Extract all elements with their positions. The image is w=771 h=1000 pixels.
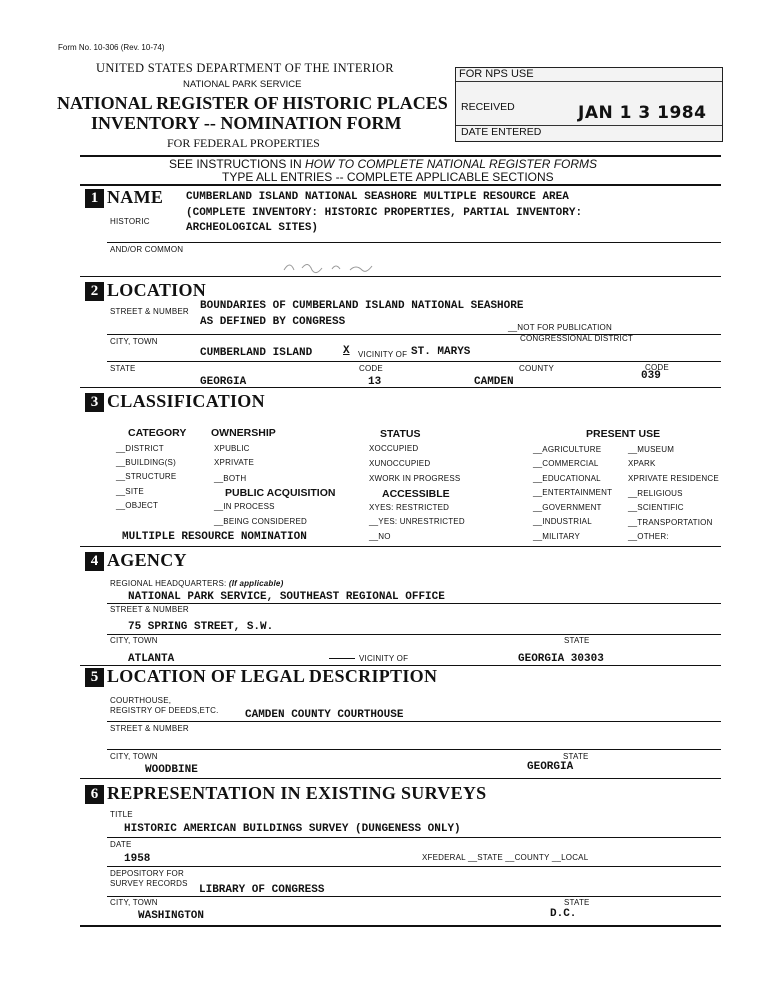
city-value: CUMBERLAND ISLAND xyxy=(200,347,313,359)
accessible-restricted: XYES: RESTRICTED xyxy=(369,503,450,512)
not-for-publication: __NOT FOR PUBLICATION xyxy=(508,323,612,332)
instructions-line1 xyxy=(169,157,597,171)
nps-use-label: FOR NPS USE xyxy=(459,68,534,80)
federal-properties-label: FOR FEDERAL PROPERTIES xyxy=(167,136,320,150)
county-code-label: CODE xyxy=(645,363,669,372)
legal-city-label: CITY, TOWN xyxy=(110,752,158,761)
street-line2: AS DEFINED BY CONGRESS xyxy=(200,316,346,328)
use-industrial: __INDUSTRIAL xyxy=(533,517,592,526)
instructions-title: HOW TO COMPLETE NATIONAL REGISTER FORMS xyxy=(305,157,598,171)
street-line1: BOUNDARIES OF CUMBERLAND ISLAND NATIONAL SEASHORE xyxy=(200,300,524,312)
category-structure: __STRUCTURE xyxy=(116,472,177,481)
acquisition-in-process: __IN PROCESS xyxy=(214,502,275,511)
category-district: __DISTRICT xyxy=(116,444,164,453)
agency-city-value: ATLANTA xyxy=(128,653,175,665)
regional-hq-value: NATIONAL PARK SERVICE, SOUTHEAST REGIONAL OFFICE xyxy=(128,591,445,603)
instructions-line2: TYPE ALL ENTRIES -- COMPLETE APPLICABLE SECTIONS xyxy=(222,170,554,184)
present-use-header: PRESENT USE xyxy=(586,428,661,440)
category-site: __SITE xyxy=(116,487,144,496)
agency-city-label: CITY, TOWN xyxy=(110,636,158,645)
acquisition-being-considered: __BEING CONSIDERED xyxy=(214,517,307,526)
survey-title-label: TITLE xyxy=(110,810,133,819)
agency-vicinity-label xyxy=(329,654,408,663)
legal-state-value: GEORGIA xyxy=(527,761,574,773)
form-number: Form No. 10-306 (Rev. 10-74) xyxy=(58,43,165,52)
county-value: CAMDEN xyxy=(474,376,514,388)
status-occupied: XOCCUPIED xyxy=(369,444,419,453)
code-value: 13 xyxy=(368,376,382,388)
vicinity-check: X xyxy=(343,345,350,357)
use-other: __OTHER: xyxy=(628,532,669,541)
accessible-no: __NO xyxy=(369,532,391,541)
state-label: STATE xyxy=(110,364,136,373)
city-town-label: CITY, TOWN xyxy=(110,337,158,346)
legal-state-label: STATE xyxy=(563,752,589,761)
received-label: RECEIVED xyxy=(461,101,515,113)
survey-levels: XFEDERAL __STATE __COUNTY __LOCAL xyxy=(422,853,589,862)
ownership-private: XPRIVATE xyxy=(214,458,254,467)
agency-state-label: STATE xyxy=(564,636,590,645)
status-unoccupied: XUNOCCUPIED xyxy=(369,459,431,468)
county-label: COUNTY xyxy=(519,364,554,373)
form-subtitle: INVENTORY -- NOMINATION FORM xyxy=(91,113,402,133)
agency-vicinity-text: VICINITY OF xyxy=(359,654,409,663)
category-buildings: __BUILDING(S) xyxy=(116,458,176,467)
section-number-2: 2 xyxy=(85,282,104,301)
accessible-unrestricted: __YES: UNRESTRICTED xyxy=(369,517,465,526)
public-acquisition-header: PUBLIC ACQUISITION xyxy=(225,487,336,499)
historic-name-line1: CUMBERLAND ISLAND NATIONAL SEASHORE MULTIPLE RESOURCE AREA xyxy=(186,191,569,203)
use-scientific: __SCIENTIFIC xyxy=(628,503,684,512)
section-title-classification: CLASSIFICATION xyxy=(107,391,265,411)
multiple-resource-nomination: MULTIPLE RESOURCE NOMINATION xyxy=(122,531,307,543)
code-label: CODE xyxy=(359,364,383,373)
ownership-header: OWNERSHIP xyxy=(211,427,276,439)
agency-state-value: GEORGIA 30303 xyxy=(518,653,604,665)
courthouse-label-2: REGISTRY OF DEEDS,ETC. xyxy=(110,706,219,715)
service-name: NATIONAL PARK SERVICE xyxy=(183,79,302,90)
section-number-5: 5 xyxy=(85,668,104,687)
section-title-location: LOCATION xyxy=(107,280,207,300)
category-header: CATEGORY xyxy=(128,427,187,439)
date-entered-label: DATE ENTERED xyxy=(461,126,542,138)
historic-label: HISTORIC xyxy=(110,217,150,226)
section-number-4: 4 xyxy=(85,552,104,571)
nps-use-box xyxy=(455,67,723,142)
department-name: UNITED STATES DEPARTMENT OF THE INTERIOR xyxy=(96,61,394,75)
use-park: XPARK xyxy=(628,459,656,468)
use-government: __GOVERNMENT xyxy=(533,503,602,512)
section-number-1: 1 xyxy=(85,189,104,208)
common-name-label: AND/OR COMMON xyxy=(110,245,184,254)
vicinity-label: VICINITY OF xyxy=(358,350,408,359)
use-educational: __EDUCATIONAL xyxy=(533,474,601,483)
courthouse-label-1: COURTHOUSE, xyxy=(110,696,172,705)
depository-label-1: DEPOSITORY FOR xyxy=(110,869,184,878)
instructions-prefix: SEE INSTRUCTIONS IN xyxy=(169,157,306,171)
section-title-agency: AGENCY xyxy=(107,550,187,570)
survey-title-value: HISTORIC AMERICAN BUILDINGS SURVEY (DUNGENESS ONLY) xyxy=(124,823,461,835)
county-code-value: 039 xyxy=(641,370,661,382)
ownership-both: __BOTH xyxy=(214,474,247,483)
section-title-legal-description: LOCATION OF LEGAL DESCRIPTION xyxy=(107,666,438,686)
use-entertainment: __ENTERTAINMENT xyxy=(533,488,613,497)
congressional-district-label: CONGRESSIONAL DISTRICT xyxy=(520,334,634,343)
status-header: STATUS xyxy=(380,428,421,440)
survey-city-label: CITY, TOWN xyxy=(110,898,158,907)
survey-date-value: 1958 xyxy=(124,853,151,865)
regional-hq-text: REGIONAL HEADQUARTERS: xyxy=(110,579,227,588)
use-private-residence: XPRIVATE RESIDENCE xyxy=(628,474,719,483)
street-number-label: STREET & NUMBER xyxy=(110,307,189,316)
courthouse-value: CAMDEN COUNTY COURTHOUSE xyxy=(245,709,404,721)
section-title-surveys: REPRESENTATION IN EXISTING SURVEYS xyxy=(107,783,487,803)
accessible-header: ACCESSIBLE xyxy=(382,488,450,500)
historic-name-line3: ARCHEOLOGICAL SITES) xyxy=(186,222,319,234)
section-title-name: NAME xyxy=(107,187,164,207)
depository-label-2: SURVEY RECORDS xyxy=(110,879,188,888)
ownership-public: XPUBLIC xyxy=(214,444,250,453)
handwritten-mark xyxy=(280,258,390,276)
use-museum: __MUSEUM xyxy=(628,445,675,454)
section-number-6: 6 xyxy=(85,785,104,804)
use-transportation: __TRANSPORTATION xyxy=(628,518,713,527)
survey-state-value: D.C. xyxy=(550,908,577,920)
agency-street-label: STREET & NUMBER xyxy=(110,605,189,614)
use-military: __MILITARY xyxy=(533,532,581,541)
regional-hq-label xyxy=(110,579,283,588)
received-date-stamp: JAN 1 3 1984 xyxy=(578,103,707,123)
regional-hq-note: (If applicable) xyxy=(228,579,284,588)
use-commercial: __COMMERCIAL xyxy=(533,459,599,468)
vicinity-city: ST. MARYS xyxy=(411,346,471,358)
historic-name-line2: (COMPLETE INVENTORY: HISTORIC PROPERTIES, PARTIAL INVENTORY: xyxy=(186,207,583,219)
legal-city-value: WOODBINE xyxy=(145,764,198,776)
form-title: NATIONAL REGISTER OF HISTORIC PLACES xyxy=(57,93,448,113)
use-agriculture: __AGRICULTURE xyxy=(533,445,602,454)
survey-state-label: STATE xyxy=(564,898,590,907)
category-object: __OBJECT xyxy=(116,501,159,510)
section-number-3: 3 xyxy=(85,393,104,412)
legal-street-label: STREET & NUMBER xyxy=(110,724,189,733)
status-work-in-progress: XWORK IN PROGRESS xyxy=(369,474,461,483)
depository-value: LIBRARY OF CONGRESS xyxy=(199,884,325,896)
use-religious: __RELIGIOUS xyxy=(628,489,683,498)
survey-date-label: DATE xyxy=(110,840,132,849)
state-value: GEORGIA xyxy=(200,376,247,388)
survey-city-value: WASHINGTON xyxy=(138,910,205,922)
agency-street-value: 75 SPRING STREET, S.W. xyxy=(128,621,274,633)
